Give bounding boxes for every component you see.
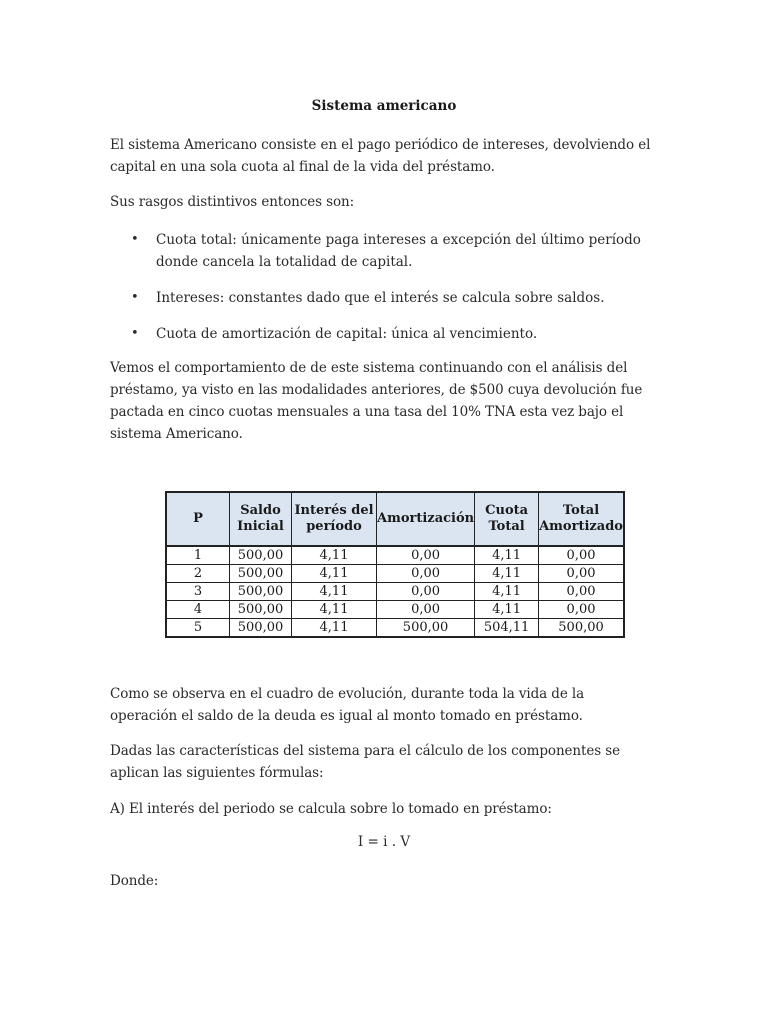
table-cell: 3 xyxy=(166,583,230,601)
table-row xyxy=(166,583,624,601)
paragraph-where: Donde: xyxy=(110,873,159,889)
table-cell: 504,11 xyxy=(475,619,539,638)
header-cell-period: P xyxy=(166,492,230,546)
table-cell: 500,00 xyxy=(539,619,624,638)
table-cell: 4,11 xyxy=(475,546,539,565)
table-row xyxy=(166,619,624,638)
table-cell: 500,00 xyxy=(230,583,292,601)
list-item-text: Cuota de amortización de capital: única al vencimiento. xyxy=(156,326,538,342)
table-cell: 0,00 xyxy=(377,546,475,565)
table-cell: 0,00 xyxy=(377,583,475,601)
table-cell: 0,00 xyxy=(539,583,624,601)
list-item-text: Cuota total: únicamente paga intereses a excepción del último período donde cancela la totalidad de capital. xyxy=(156,232,641,270)
interest-formula: I = i . V xyxy=(357,834,411,850)
table-cell: 0,00 xyxy=(539,601,624,619)
paragraph-intro: El sistema Americano consiste en el pago periódico de intereses, devolviendo el capital en una sola cuota al final de la vida del préstamo. xyxy=(110,137,651,175)
paragraph-traits-intro: Sus rasgos distintivos entonces son: xyxy=(110,194,355,210)
table-cell: 500,00 xyxy=(230,546,292,565)
bullet-icon: • xyxy=(131,326,139,341)
table-cell: 0,00 xyxy=(539,546,624,565)
table-cell: 5 xyxy=(166,619,230,638)
amortization-table xyxy=(165,491,625,638)
table-cell: 500,00 xyxy=(230,565,292,583)
table-row xyxy=(166,601,624,619)
table-cell: 4,11 xyxy=(475,601,539,619)
table-row xyxy=(166,546,624,565)
table-cell: 0,00 xyxy=(377,601,475,619)
table-cell: 500,00 xyxy=(230,601,292,619)
table-cell: 4,11 xyxy=(292,583,377,601)
paragraph-evolution: Como se observa en el cuadro de evolución, durante toda la vida de la operación el saldo de la deuda es igual al monto tomado en préstamo. xyxy=(110,686,585,724)
table-cell: 1 xyxy=(166,546,230,565)
header-cell-total-installment: Cuota Total xyxy=(475,492,539,546)
table-cell: 500,00 xyxy=(377,619,475,638)
header-cell-total-amortized: Total Amortizado xyxy=(539,492,624,546)
list-item xyxy=(110,323,655,345)
paragraph-interest-rule: A) El interés del periodo se calcula sobre lo tomado en préstamo: xyxy=(110,801,552,817)
table-cell: 2 xyxy=(166,565,230,583)
table-cell: 4,11 xyxy=(475,583,539,601)
document-title: Sistema americano xyxy=(311,98,457,114)
table-cell: 4,11 xyxy=(292,565,377,583)
table-cell: 4 xyxy=(166,601,230,619)
table-cell: 4,11 xyxy=(292,546,377,565)
table-cell: 0,00 xyxy=(377,565,475,583)
table-cell: 0,00 xyxy=(539,565,624,583)
paragraph-loan-example: Vemos el comportamiento de de este sistema continuando con el análisis del préstamo, ya visto en las modalidades anteriores, de $500 cuya devolución fue pactada en cinco cuotas mensuales a una tasa del 10% TNA esta vez bajo el sistema Americano. xyxy=(110,360,643,442)
paragraph-formulas-intro: Dadas las características del sistema para el cálculo de los componentes se aplican las siguientes fórmulas: xyxy=(110,743,620,781)
list-item xyxy=(110,229,655,273)
table-cell: 4,11 xyxy=(475,565,539,583)
bullet-icon: • xyxy=(131,290,139,305)
header-cell-interest: Interés del período xyxy=(292,492,377,546)
header-cell-initial-balance: Saldo Inicial xyxy=(230,492,292,546)
table-cell: 4,11 xyxy=(292,619,377,638)
table-row xyxy=(166,565,624,583)
list-item xyxy=(110,287,655,309)
table-cell: 500,00 xyxy=(230,619,292,638)
table-header-row xyxy=(166,492,624,546)
header-cell-amortization: Amortización xyxy=(377,492,475,546)
bullet-icon: • xyxy=(131,232,139,247)
table-cell: 4,11 xyxy=(292,601,377,619)
traits-list xyxy=(110,229,655,359)
list-item-text: Intereses: constantes dado que el interés se calcula sobre saldos. xyxy=(156,290,605,306)
